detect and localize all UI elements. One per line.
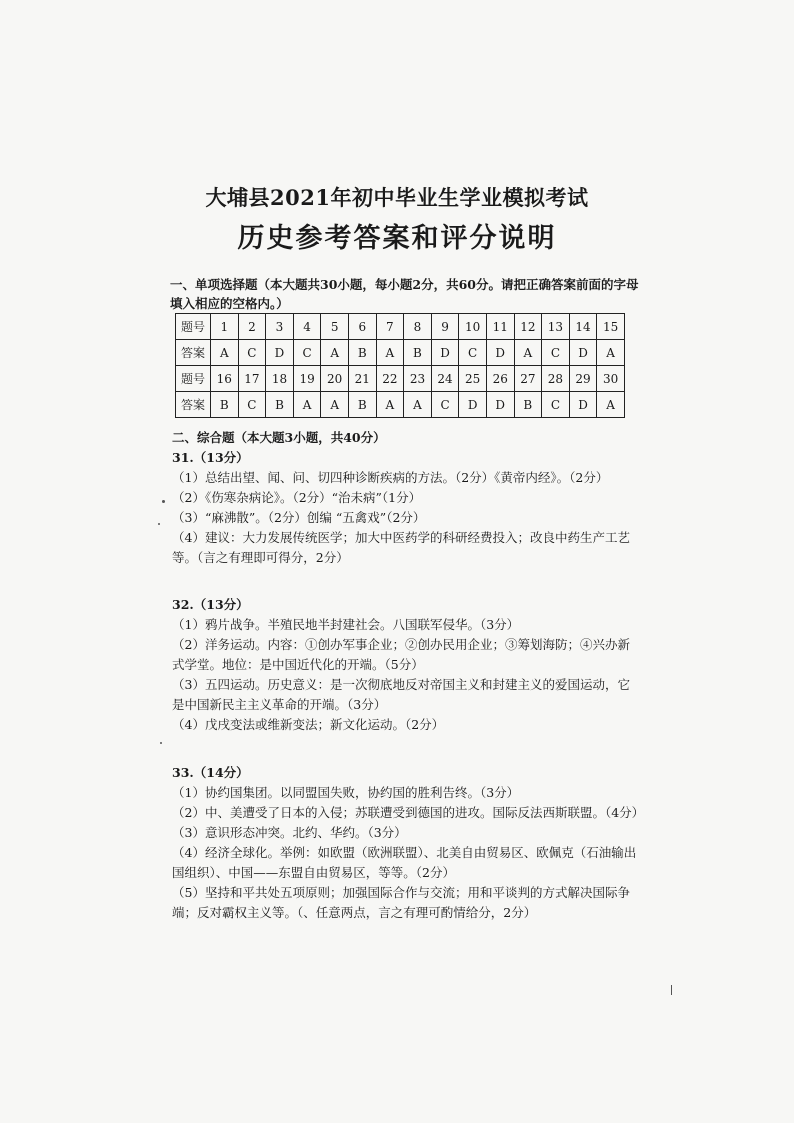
answer-line: （1）协约国集团。以同盟国失败，协约国的胜利告终。（3分） bbox=[172, 785, 520, 800]
question-number-cell: 23 bbox=[404, 366, 432, 392]
answer-cell: A bbox=[597, 392, 625, 418]
answer-cell: C bbox=[431, 392, 459, 418]
question-number-cell: 6 bbox=[348, 314, 376, 340]
question-33-head: 33.（14分） bbox=[172, 765, 249, 780]
row-label-answer: 答案 bbox=[176, 340, 211, 366]
answer-cell: B bbox=[404, 340, 432, 366]
answer-cell: A bbox=[211, 340, 239, 366]
answer-cell: D bbox=[486, 392, 514, 418]
answer-cell: D bbox=[569, 340, 597, 366]
answer-cell: A bbox=[376, 392, 404, 418]
scan-speck bbox=[160, 742, 162, 744]
question-number-cell: 1 bbox=[211, 314, 239, 340]
answer-cell: C bbox=[459, 340, 487, 366]
answer-cell: A bbox=[293, 392, 321, 418]
question-number-cell: 11 bbox=[486, 314, 514, 340]
question-number-cell: 2 bbox=[238, 314, 266, 340]
question-number-cell: 19 bbox=[293, 366, 321, 392]
question-32 bbox=[172, 595, 642, 735]
answer-cell: B bbox=[348, 340, 376, 366]
question-number-cell: 26 bbox=[486, 366, 514, 392]
answer-line: （3）五四运动。历史意义：是一次彻底地反对帝国主义和封建主义的爱国运动，它是中国新民主主义革命的开端。（3分） bbox=[172, 677, 630, 712]
answer-cell: A bbox=[321, 392, 349, 418]
answer-cell: C bbox=[293, 340, 321, 366]
question-number-cell: 13 bbox=[542, 314, 570, 340]
answer-row bbox=[176, 392, 625, 418]
answer-cell: A bbox=[404, 392, 432, 418]
answer-cell: B bbox=[266, 392, 294, 418]
answer-line: （3）“麻沸散”。（2分）创编 “五禽戏”（2分） bbox=[172, 510, 426, 525]
question-number-row bbox=[176, 366, 625, 392]
question-number-cell: 5 bbox=[321, 314, 349, 340]
answer-cell: C bbox=[542, 340, 570, 366]
scan-speck bbox=[158, 523, 160, 525]
row-label-number: 题号 bbox=[176, 366, 211, 392]
question-number-cell: 8 bbox=[404, 314, 432, 340]
question-number-cell: 16 bbox=[211, 366, 239, 392]
row-label-number: 题号 bbox=[176, 314, 211, 340]
question-number-cell: 30 bbox=[597, 366, 625, 392]
answer-key-title: 历史参考答案和评分说明 bbox=[237, 223, 557, 254]
answer-table bbox=[175, 313, 625, 418]
answer-line: （1）鸦片战争。半殖民地半封建社会。八国联军侵华。（3分） bbox=[172, 617, 520, 632]
question-number-cell: 25 bbox=[459, 366, 487, 392]
question-number-cell: 3 bbox=[266, 314, 294, 340]
answer-line: （2）《伤寒杂病论》。（2分）“治未病”（1分） bbox=[172, 490, 422, 505]
question-32-head: 32.（13分） bbox=[172, 597, 249, 612]
answer-cell: C bbox=[238, 392, 266, 418]
question-number-cell: 24 bbox=[431, 366, 459, 392]
answer-cell: C bbox=[238, 340, 266, 366]
question-number-cell: 9 bbox=[431, 314, 459, 340]
answer-cell: D bbox=[266, 340, 294, 366]
answer-cell: B bbox=[348, 392, 376, 418]
answer-cell: A bbox=[321, 340, 349, 366]
answer-cell: D bbox=[459, 392, 487, 418]
answer-row bbox=[176, 340, 625, 366]
scan-speck bbox=[671, 985, 672, 995]
answer-line: （2）中、美遭受了日本的入侵；苏联遭受到德国的进攻。国际反法西斯联盟。（4分） bbox=[172, 805, 645, 820]
answer-cell: B bbox=[514, 392, 542, 418]
question-number-row bbox=[176, 314, 625, 340]
answer-cell: A bbox=[376, 340, 404, 366]
question-number-cell: 4 bbox=[293, 314, 321, 340]
question-number-cell: 27 bbox=[514, 366, 542, 392]
question-number-cell: 22 bbox=[376, 366, 404, 392]
answer-cell: C bbox=[542, 392, 570, 418]
question-33 bbox=[172, 763, 645, 923]
answer-line: （2）洋务运动。内容：①创办军事企业；②创办民用企业；③筹划海防；④兴办新式学堂。地位：是中国近代化的开端。（5分） bbox=[172, 637, 630, 672]
answer-cell: A bbox=[514, 340, 542, 366]
answer-line: （1）总结出望、闻、问、切四种诊断疾病的方法。（2分）《黄帝内经》。（2分） bbox=[172, 470, 609, 485]
question-number-cell: 18 bbox=[266, 366, 294, 392]
question-number-cell: 17 bbox=[238, 366, 266, 392]
answer-line: （4）戊戌变法或维新变法；新文化运动。（2分） bbox=[172, 717, 445, 732]
question-number-cell: 12 bbox=[514, 314, 542, 340]
answer-line: （4）建议：大力发展传统医学；加大中医药学的科研经费投入；改良中药生产工艺等。（言之有理即可得分，2分） bbox=[172, 530, 630, 565]
section2-heading: 二、综合题（本大题3小题，共40分） bbox=[172, 430, 386, 445]
question-number-cell: 28 bbox=[542, 366, 570, 392]
answer-cell: D bbox=[569, 392, 597, 418]
answer-line: （4）经济全球化。举例：如欧盟（欧洲联盟）、北美自由贸易区、欧佩克（石油输出国组织）、中国——东盟自由贸易区，等等。（2分） bbox=[172, 845, 637, 880]
answer-cell: A bbox=[597, 340, 625, 366]
answer-cell: B bbox=[211, 392, 239, 418]
scan-speck bbox=[162, 500, 165, 503]
question-number-cell: 14 bbox=[569, 314, 597, 340]
section1-heading: 一、单项选择题（本大题共30小题，每小题2分，共60分。请把正确答案前面的字母填入相应的空格内。） bbox=[170, 277, 639, 311]
question-31 bbox=[172, 448, 642, 568]
question-number-cell: 21 bbox=[348, 366, 376, 392]
question-number-cell: 7 bbox=[376, 314, 404, 340]
question-number-cell: 15 bbox=[597, 314, 625, 340]
row-label-answer: 答案 bbox=[176, 392, 211, 418]
answer-cell: D bbox=[431, 340, 459, 366]
question-number-cell: 10 bbox=[459, 314, 487, 340]
exam-title: 大埔县2021年初中毕业生学业模拟考试 bbox=[205, 185, 589, 210]
answer-line: （3）意识形态冲突。北约、华约。（3分） bbox=[172, 825, 407, 840]
question-number-cell: 20 bbox=[321, 366, 349, 392]
answer-cell: D bbox=[486, 340, 514, 366]
question-31-head: 31.（13分） bbox=[172, 450, 249, 465]
answer-line: （5）坚持和平共处五项原则；加强国际合作与交流；用和平谈判的方式解决国际争端；反对霸权主义等。（、任意两点，言之有理可酌情给分，2分） bbox=[172, 885, 630, 920]
question-number-cell: 29 bbox=[569, 366, 597, 392]
